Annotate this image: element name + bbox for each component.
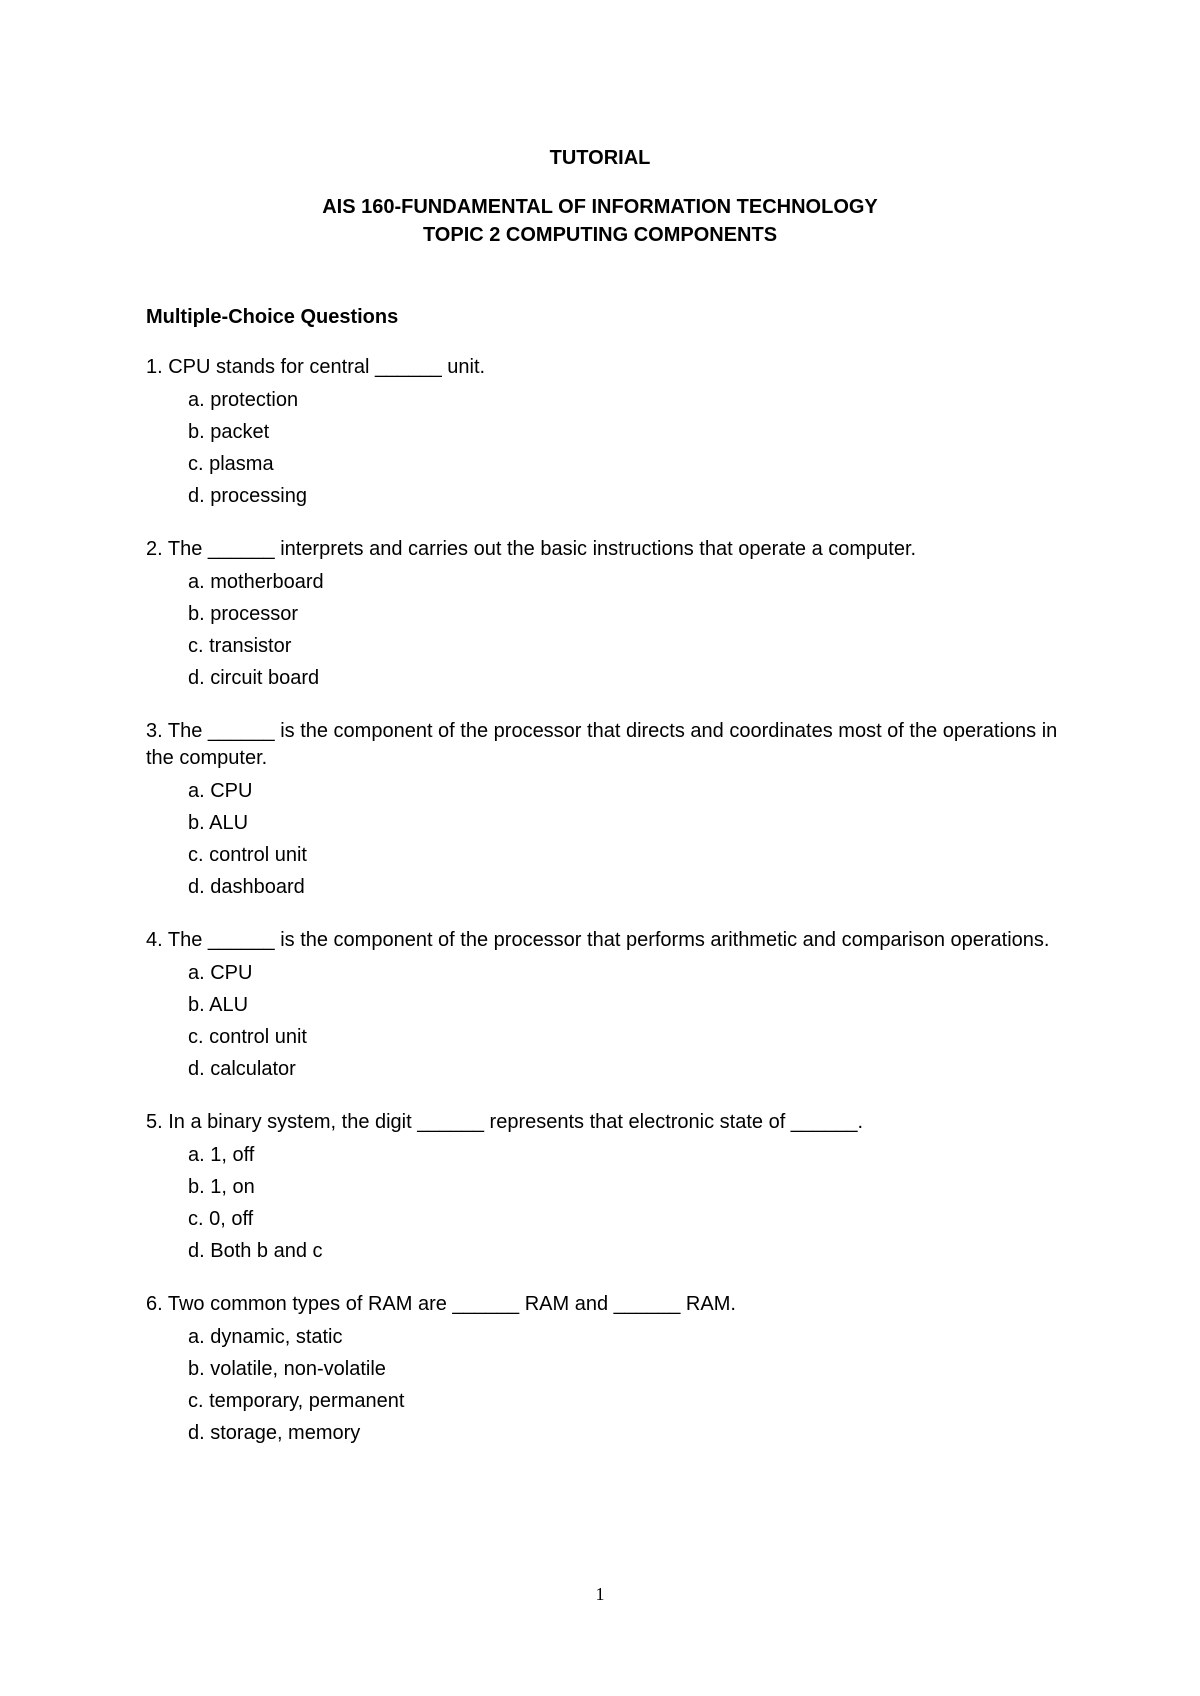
question-stem: 6. Two common types of RAM are ______ RAM and ______ RAM.: [146, 1293, 736, 1315]
option-a: a. CPU: [188, 780, 253, 802]
course-title: AIS 160-FUNDAMENTAL OF INFORMATION TECHNOLOGY: [322, 196, 878, 218]
question-list: [146, 354, 1066, 1473]
option-d: d. circuit board: [188, 667, 320, 689]
option-c: c. plasma: [188, 453, 274, 475]
option-c: c. control unit: [188, 844, 307, 866]
question-3: [146, 718, 1066, 903]
question-stem: 3. The ______ is the component of the processor that directs and coordinates most of the operations in the computer.: [146, 720, 1058, 769]
option-b: b. 1, on: [188, 1176, 255, 1198]
option-a: a. CPU: [188, 962, 253, 984]
option-c: c. 0, off: [188, 1208, 254, 1230]
option-a: a. motherboard: [188, 571, 324, 593]
option-b: b. ALU: [188, 994, 249, 1016]
option-list: [146, 566, 1066, 694]
option-b: b. ALU: [188, 812, 249, 834]
topic-title: TOPIC 2 COMPUTING COMPONENTS: [422, 224, 778, 246]
question-1: [146, 354, 1066, 512]
option-c: c. transistor: [188, 635, 292, 657]
option-b: b. processor: [188, 603, 299, 625]
option-list: [146, 1321, 1066, 1449]
option-d: d. calculator: [188, 1058, 296, 1080]
option-a: a. 1, off: [188, 1144, 255, 1166]
question-6: [146, 1291, 1066, 1449]
question-4: [146, 927, 1066, 1085]
option-b: b. packet: [188, 421, 270, 443]
option-d: d. Both b and c: [188, 1240, 323, 1262]
question-stem: 5. In a binary system, the digit ______ represents that electronic state of ______.: [146, 1111, 864, 1133]
option-d: d. storage, memory: [188, 1422, 361, 1444]
option-list: [146, 957, 1066, 1085]
question-5: [146, 1109, 1066, 1267]
option-a: a. dynamic, static: [188, 1326, 343, 1348]
option-a: a. protection: [188, 389, 299, 411]
page-number: 1: [595, 1584, 605, 1604]
question-stem: 4. The ______ is the component of the processor that performs arithmetic and comparison operations.: [146, 929, 1050, 951]
option-b: b. volatile, non-volatile: [188, 1358, 386, 1380]
option-d: d. dashboard: [188, 876, 305, 898]
option-c: c. control unit: [188, 1026, 307, 1048]
document-title: TUTORIAL: [549, 147, 651, 169]
question-stem: 1. CPU stands for central ______ unit.: [146, 356, 486, 378]
option-list: [146, 1139, 1066, 1267]
option-d: d. processing: [188, 485, 307, 507]
section-heading: Multiple-Choice Questions: [146, 306, 399, 328]
question-2: [146, 536, 1066, 694]
option-c: c. temporary, permanent: [188, 1390, 405, 1412]
option-list: [146, 775, 1066, 903]
option-list: [146, 384, 1066, 512]
question-stem: 2. The ______ interprets and carries out the basic instructions that operate a computer.: [146, 538, 917, 560]
